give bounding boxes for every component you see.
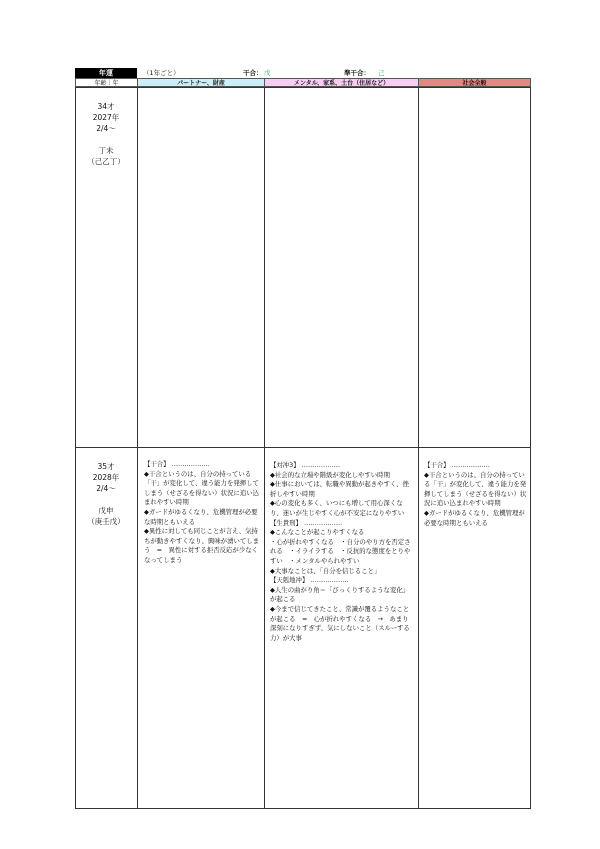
year-text: 2027年 <box>92 113 120 122</box>
column-header-society: 社会全般 <box>418 78 531 87</box>
period-note: （1年ごと） <box>143 69 180 77</box>
kanshi-text: 戊申 <box>98 506 114 515</box>
date-text: 2/4～ <box>96 124 116 133</box>
column-header-mental: メンタル、家系、土台（住居など） <box>264 78 418 87</box>
zokan-text: （庚壬戊） <box>87 517 125 526</box>
column-divider <box>264 87 265 809</box>
junkango-value: 己 <box>378 69 385 77</box>
column-header-age: 年齢｜年 <box>75 78 137 87</box>
mental-cell <box>270 461 414 643</box>
table-row-age-cell <box>75 461 137 527</box>
table-row-age-cell <box>75 101 137 167</box>
kango-value: 戊 <box>264 69 271 77</box>
date-text: 2/4～ <box>96 484 116 493</box>
age-text: 35才 <box>97 462 115 471</box>
fortune-table <box>75 87 531 809</box>
age-text: 34才 <box>97 102 115 111</box>
society-cell <box>424 461 528 528</box>
kango-society-note: 【干合】 ……………… ◆干合というのは、自分の持っている「干」が変化して、違う能力を発揮してしまう（せざるを得ない）状況に追い込まれやすい時期 ◆ガードがゆるくなり、危機管理が必要な時期ともいえる <box>424 461 527 527</box>
kango-note: 【干合】 ……………… ◆干合というのは、自分の持っている「干」が変化して、違う能力を発揮してしまう（せざるを得ない）状況に追い込まれやすい時期 ◆ガードがゆるくなり、危機管理が必要な時期ともいえる ◆異性に対しても同じことが言え、気持ちが動きやすくなり、興味が湧いてしまう = 異性に対する拒否反応が少なくなってしまう <box>144 460 260 564</box>
tenkokuchichu-note: 【天剋地冲】 ……………… ◆人生の曲がり角＝「びっくりするような変化」が起こる ◆今まで信じてきたこと、常識が覆るようなことが起こる = 心が折れやすくなる → あまり深刻になりすぎず、気にしないこと（スルーする力）が大事 <box>270 576 410 642</box>
partner-cell <box>144 460 261 566</box>
row-divider <box>75 447 531 448</box>
junkango-label: 準干合： <box>344 69 370 77</box>
zokan-text: （己乙丁） <box>87 157 125 166</box>
column-divider <box>137 87 138 809</box>
column-header-partner: パートナー、財産 <box>137 78 264 87</box>
kanshi-text: 丁未 <box>98 146 114 155</box>
taichu-note: 【対冲3】 ……………… ◆社会的な立場や階級が変化しやすい時期 ◆仕事においては、転職や異動が起きやすく、挫折しやすい時期 ◆心の変化も多く、いつにも増して用心深くなり、迷いが生じやすく心が不安定になりやすい <box>270 461 409 517</box>
kango-label: 干合： <box>243 69 263 77</box>
section-title: 年運 <box>75 68 137 78</box>
seikikei-note: 【生貴刑】 ……………… ◆こんなことが起こりやすくなる ・心が折れやすくなる ・自分のやり方を否定される ・イライラする ・反抗的な態度をとりやすい ・メンタルやられやすい ◆大事なことは、「自分を信じること」 <box>270 518 411 575</box>
column-divider <box>418 87 419 809</box>
year-text: 2028年 <box>92 473 120 482</box>
